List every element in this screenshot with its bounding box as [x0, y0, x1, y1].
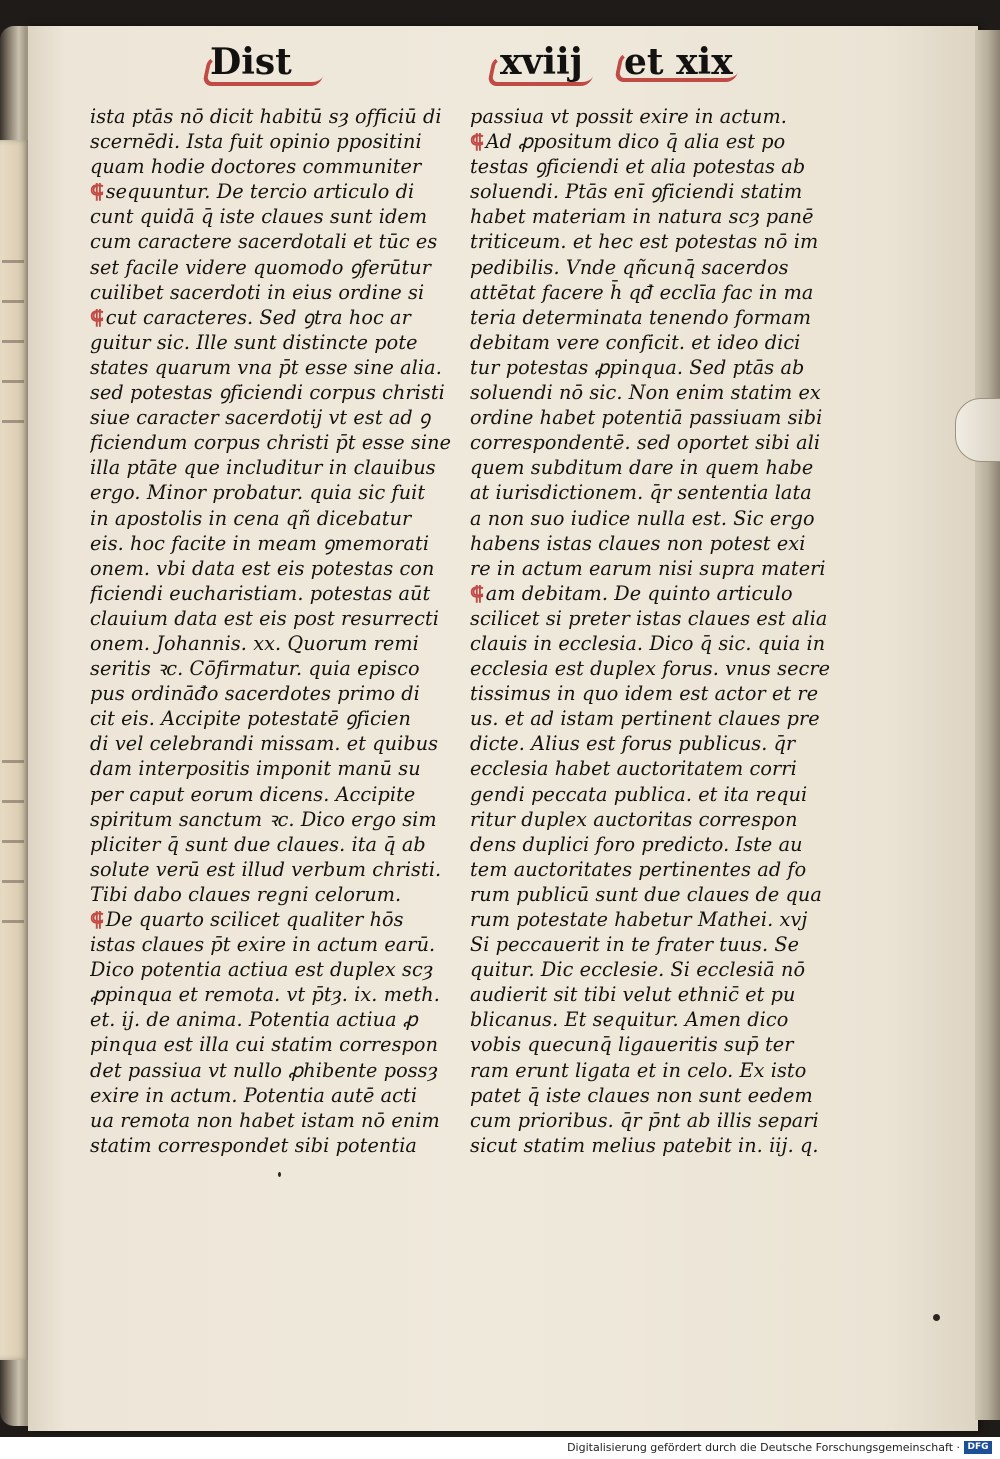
running-head-numeral: xviij: [500, 41, 583, 83]
text-line: [470, 380, 840, 405]
line-text: soluendi nō sic. Non enim statim ex: [470, 381, 821, 405]
text-line: [90, 882, 460, 907]
line-text: rum potestate habetur Mathei. xvj: [470, 908, 808, 931]
text-line: [470, 430, 840, 455]
text-line: [470, 531, 840, 556]
text-line: [470, 782, 840, 807]
line-text: quam hodie doctores communiter: [90, 155, 422, 179]
text-line: [470, 204, 840, 229]
text-line: [90, 305, 460, 330]
text-line: [470, 756, 840, 781]
text-line: [470, 355, 840, 380]
dfg-logo: DFG: [964, 1441, 992, 1454]
line-text: Tibi dabo claues regni celorum.: [90, 882, 402, 906]
text-line: [90, 1108, 460, 1133]
paragraph-mark-icon: ⸿: [90, 305, 104, 329]
text-line: [90, 455, 460, 480]
digitization-credit-bar: [0, 1437, 1000, 1459]
text-line: [90, 982, 460, 1007]
text-line: [470, 455, 840, 480]
text-line: [470, 606, 840, 631]
text-line: [90, 355, 460, 380]
line-text: ergo. Minor probatur. quia sic fuit: [90, 481, 426, 505]
text-line: [470, 631, 840, 656]
line-text: spiritum sanctum ꝛc. Dico ergo sim: [90, 807, 437, 831]
line-text: ꝓpinqua et remota. vt p̄tȝ. ix. meth.: [90, 983, 440, 1007]
line-text: eis. hoc facite in meam ꝯmemorati: [90, 531, 430, 555]
ink-spot: [278, 1172, 281, 1177]
book-clamp: [955, 398, 1000, 462]
line-text: Dico potentia actiua est duplex scȝ: [90, 958, 433, 982]
text-line: [470, 229, 840, 254]
line-text: sed potestas ꝯficiendi corpus christi: [90, 381, 445, 405]
line-text: gendi peccata publica. et ita requi: [470, 782, 808, 806]
text-line: [470, 506, 840, 531]
text-line: [90, 380, 460, 405]
text-line: [470, 882, 840, 907]
text-line: [90, 1032, 460, 1057]
text-line: [470, 405, 840, 430]
text-line: [90, 104, 460, 129]
line-text: pus ordināđo sacerdotes primo di: [90, 682, 420, 706]
paragraph-mark-icon: ⸿: [470, 130, 484, 154]
line-text: cuilibet sacerdoti in eius ordine si: [90, 280, 425, 304]
text-line: [470, 255, 840, 280]
line-text: us. et ad istam pertinent claues pre: [470, 707, 820, 731]
line-text: scernēdi. Ista fuit opinio ppositini: [90, 130, 422, 154]
line-text: vobis quecunq̄ ligaueritis sup̄ ter: [470, 1033, 794, 1057]
text-line: [90, 1133, 460, 1158]
line-text: ram erunt ligata et in celo. Ex isto: [470, 1058, 807, 1082]
ink-spot: [933, 1314, 940, 1321]
text-line: [90, 204, 460, 229]
text-line: [470, 1058, 840, 1083]
text-line: [470, 480, 840, 505]
line-text: am debitam. De quinto articulo: [485, 581, 793, 605]
line-text: a non suo iudice nulla est. Sic ergo: [470, 506, 815, 530]
line-text: exire in actum. Potentia autē acti: [90, 1083, 418, 1107]
line-text: ista ptās nō dicit habitū sȝ officiū di: [90, 105, 442, 128]
text-line: [470, 581, 840, 606]
line-text: det passiua vt nullo ꝓhibente possȝ: [90, 1058, 438, 1082]
line-text: et. ij. de anima. Potentia actiua ꝓ: [90, 1008, 418, 1032]
line-text: states quarum vna p̄t esse sine alia.: [90, 355, 442, 379]
text-line: [90, 229, 460, 254]
running-head-left: Dist: [210, 41, 292, 83]
line-text: quem subditum dare in quem habe: [470, 456, 814, 480]
text-line: [90, 857, 460, 882]
text-line: [90, 255, 460, 280]
text-line: [470, 982, 840, 1007]
line-text: dam interpositis imponit manū su: [90, 757, 421, 781]
line-text: pedibilis. Vnde qñcunq̄ sacerdos: [470, 255, 789, 279]
line-text: ecclesia habet auctoritatem corri: [470, 757, 797, 781]
line-text: testas ꝯficiendi et alia potestas ab: [470, 155, 806, 179]
facing-page-margin: [0, 140, 28, 1360]
line-text: teria determinata tenendo formam: [470, 305, 812, 329]
line-text: ficiendum corpus christi p̄t esse sine: [90, 431, 452, 455]
line-text: at iurisdictionem. q̄r sententia lata: [470, 481, 812, 505]
line-text: Ad ꝓpositum dico q̄ alia est po: [485, 130, 786, 154]
text-line: [470, 932, 840, 957]
line-text: di vel celebrandi missam. et quibus: [90, 732, 439, 756]
line-text: cum caractere sacerdotali et tūc es: [90, 230, 438, 254]
text-line: [470, 907, 840, 932]
text-line: [470, 957, 840, 982]
line-text: guitur sic. Ille sunt distincte pote: [90, 330, 418, 354]
text-line: [90, 1058, 460, 1083]
text-line: [470, 681, 840, 706]
text-line: [90, 330, 460, 355]
line-text: sicut statim melius patebit in. iij. q.: [470, 1133, 819, 1157]
line-text: tur potestas ꝓpinqua. Sed ptās ab: [470, 355, 805, 379]
line-text: pliciter q̄ sunt due claues. ita q̄ ab: [90, 832, 426, 856]
text-line: [470, 1007, 840, 1032]
text-line: [90, 1083, 460, 1108]
line-text: ua remota non habet istam nō enim: [90, 1108, 440, 1132]
line-text: tem auctoritates pertinentes ad fo: [470, 857, 807, 881]
text-line: [90, 706, 460, 731]
text-line: [470, 706, 840, 731]
line-text: seritis ꝛc. Cōfirmatur. quia episco: [90, 657, 420, 681]
line-text: patet q̄ iste claues non sunt eedem: [470, 1083, 813, 1107]
text-line: [470, 1133, 840, 1158]
text-line: [470, 556, 840, 581]
line-text: dens duplici foro predicto. Iste au: [470, 832, 803, 856]
line-text: re in actum earum nisi supra materi: [470, 556, 826, 580]
text-line: [90, 154, 460, 179]
text-line: [470, 305, 840, 330]
text-line: [90, 506, 460, 531]
line-text: onem. Johannis. xx. Quorum remi: [90, 631, 419, 655]
line-text: tissimus in quo idem est actor et re: [470, 682, 819, 706]
line-text: cit eis. Accipite potestatē ꝯficien: [90, 707, 411, 731]
line-text: Si peccauerit in te frater tuus. Se: [470, 933, 800, 957]
line-text: habens istas claues non potest exi: [470, 531, 806, 555]
text-line: [90, 907, 460, 932]
text-line: [90, 656, 460, 681]
paragraph-mark-icon: ⸿: [470, 581, 484, 605]
running-head-right: et xix: [624, 41, 733, 83]
text-line: [90, 957, 460, 982]
text-line: [470, 731, 840, 756]
line-text: correspondentē. sed oportet sibi ali: [470, 431, 821, 455]
text-line: [470, 104, 840, 129]
paragraph-mark-icon: ⸿: [90, 908, 104, 931]
line-text: rum publicū sunt due claues de qua: [470, 882, 822, 906]
text-line: [470, 1083, 840, 1108]
text-line: [470, 656, 840, 681]
text-line: [90, 1007, 460, 1032]
line-text: ritur duplex auctoritas correspon: [470, 807, 798, 831]
text-line: [90, 606, 460, 631]
line-text: ecclesia est duplex forus. vnus secre: [470, 657, 831, 681]
text-line: [90, 807, 460, 832]
paragraph-mark-icon: ⸿: [90, 180, 104, 204]
line-text: onem. vbi data est eis potestas con: [90, 556, 435, 580]
text-line: [90, 581, 460, 606]
line-text: audierit sit tibi velut ethnic̄ et pu: [470, 983, 796, 1007]
line-text: cum prioribus. q̄r p̄nt ab illis separi: [470, 1108, 819, 1132]
text-line: [470, 857, 840, 882]
line-text: blicanus. Et sequitur. Amen dico: [470, 1008, 789, 1032]
text-line: [90, 782, 460, 807]
line-text: quitur. Dic ecclesie. Si ecclesiā nō: [470, 958, 806, 982]
text-line: [90, 556, 460, 581]
line-text: ficiendi eucharistiam. potestas aūt: [90, 581, 431, 605]
text-line: [470, 129, 840, 154]
line-text: De quarto scilicet qualiter hōs: [105, 908, 404, 931]
text-column-right: [470, 104, 840, 1158]
text-line: [90, 531, 460, 556]
text-line: [90, 731, 460, 756]
text-line: [90, 280, 460, 305]
line-text: scilicet si preter istas claues est alia: [470, 606, 828, 630]
line-text: clauis in ecclesia. Dico q̄ sic. quia in: [470, 631, 826, 655]
line-text: statim correspondet sibi potentia: [90, 1133, 417, 1157]
text-line: [470, 280, 840, 305]
line-text: solute verū est illud verbum christi.: [90, 857, 442, 881]
right-page-edge: [975, 30, 1000, 1420]
text-line: [470, 1108, 840, 1133]
line-text: soluendi. Ptās enī ꝯficiendi statim: [470, 180, 803, 204]
text-column-left: [90, 104, 460, 1158]
credit-text: Digitalisierung gefördert durch die Deutsche Forschungsgemeinschaft ·: [567, 1441, 960, 1454]
text-line: [90, 932, 460, 957]
text-line: [470, 807, 840, 832]
line-text: attētat facere h̄ qđ ecclīa fac in ma: [470, 280, 814, 304]
line-text: per caput eorum dicens. Accipite: [90, 782, 416, 806]
text-line: [470, 154, 840, 179]
line-text: dicte. Alius est forus publicus. q̄r: [470, 732, 796, 756]
text-line: [90, 129, 460, 154]
text-line: [470, 330, 840, 355]
text-line: [90, 430, 460, 455]
line-text: siue caracter sacerdotij vt est ad ꝯ: [90, 406, 431, 430]
line-text: debitam vere conficit. et ideo dici: [470, 330, 801, 354]
line-text: clauium data est eis post resurrecti: [90, 606, 440, 630]
line-text: triticeum. et hec est potestas nō im: [470, 230, 819, 254]
line-text: sequuntur. De tercio articulo di: [105, 180, 415, 204]
text-line: [90, 480, 460, 505]
text-line: [90, 681, 460, 706]
line-text: ordine habet potentiā passiuam sibi: [470, 406, 823, 430]
text-line: [470, 1032, 840, 1057]
line-text: passiua vt possit exire in actum.: [470, 105, 787, 128]
text-line: [90, 832, 460, 857]
text-line: [90, 631, 460, 656]
line-text: istas claues p̄t exire in actum earū.: [90, 933, 436, 957]
line-text: cunt quidā q̄ iste claues sunt idem: [90, 205, 428, 229]
line-text: illa ptāte que includitur in clauibus: [90, 456, 436, 480]
line-text: cut caracteres. Sed ꝯtra hoc ar: [105, 305, 411, 329]
text-line: [90, 405, 460, 430]
line-text: habet materiam in natura scȝ panē: [470, 205, 814, 229]
text-line: [470, 832, 840, 857]
line-text: pinqua est illa cui statim correspon: [90, 1033, 439, 1057]
text-line: [90, 756, 460, 781]
line-text: set facile videre quomodo ꝯferūtur: [90, 255, 432, 279]
text-line: [90, 179, 460, 204]
text-line: [470, 179, 840, 204]
line-text: in apostolis in cena qñ dicebatur: [90, 506, 412, 530]
